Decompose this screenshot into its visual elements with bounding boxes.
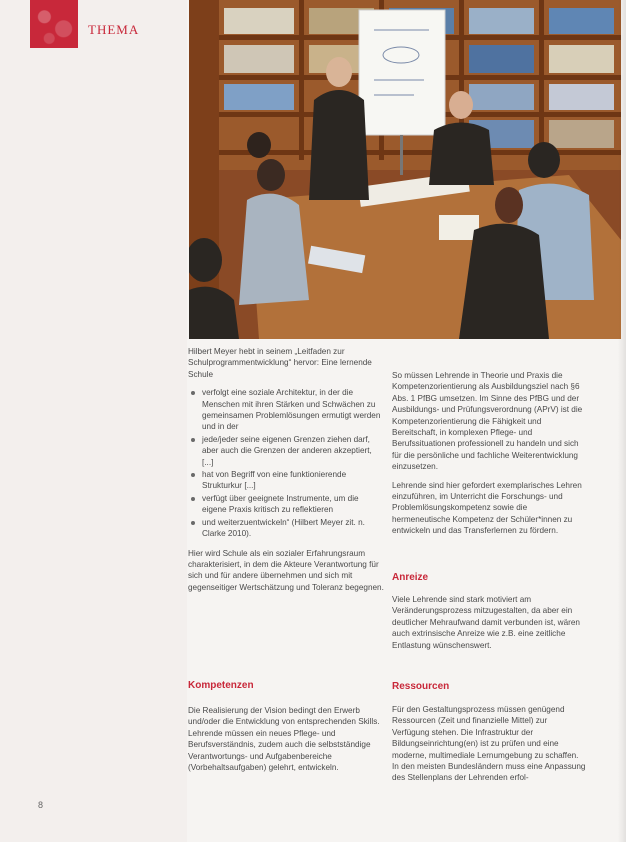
- anreize-column: [392, 594, 586, 658]
- page-number: 8: [38, 800, 44, 810]
- anreize-heading: Anreize: [392, 572, 429, 583]
- classroom-photo: [189, 0, 621, 339]
- bullet-item: hat von Begriff von eine funktionierende Strukturkur [...]: [202, 469, 384, 492]
- kompetenzen-paragraph: Die Realisierung der Vision bedingt den Erwerb und/oder die Entwicklung von entsprechenden Skills. Lehrende müssen ein neues Pflege- und Berufsverständnis, zudem auch die selbstständige Verantwortungs- und Aufgabenbereiche (Vorbehaltsaufgaben) gelehrt, entwickeln.: [188, 706, 380, 773]
- intro-paragraph: Hilbert Meyer hebt in seinem „Leitfaden zur Schulprogrammentwicklung“ hervor: Eine lernende Schule: [188, 347, 372, 379]
- intro-column: [188, 346, 384, 600]
- teaching-paragraph: Lehrende sind hier gefordert exemplarisches Lehren einzuführen, im Unterricht die Forschungs- und Problemlösungskompetenz sowie die hermeneutische Kompetenz der Schüler*innen zu entwickeln und das Transferlernen zu fördern.: [392, 480, 582, 536]
- bullet-item: verfolgt eine soziale Architektur, in der die Menschen mit ihren Stärken und Schwächen zu gemeinsamen Problemlösungen ermutigt werden und in der: [202, 387, 384, 433]
- ressourcen-column: [392, 704, 586, 791]
- logo-pattern: [30, 0, 78, 48]
- scan-edge-shadow: [618, 0, 626, 842]
- right-top-column: [392, 370, 586, 544]
- section-label: THEMA: [88, 22, 140, 37]
- kompetenzen-column: [188, 705, 384, 780]
- ressourcen-heading: Ressourcen: [392, 681, 450, 692]
- ressourcen-paragraph: Für den Gestaltungsprozess müssen genügend Ressourcen (Zeit und finanzielle Mittel) zur Verfügung stehen. Die Infrastruktur der Bildungseinrichtung(en) ist zu prüfen und eine moderne, multimediale Lernumgebung zu schaffen. In den meisten Bundesländern muss eine Anpassung des Stellenplans der Lehrenden erfol-: [392, 705, 586, 783]
- kompetenzen-heading: Kompetenzen: [188, 680, 254, 691]
- bullet-item: verfügt über geeignete Instrumente, um die eigene Praxis kritisch zu reflektieren: [202, 493, 384, 516]
- bullet-item: jede/jeder seine eigenen Grenzen ziehen darf, aber auch die Grenzen der anderen akzeptiert, [...]: [202, 434, 384, 468]
- competence-paragraph: So müssen Lehrende in Theorie und Praxis die Kompetenzorientierung als Ausbildungsziel nach §6 Abs. 1 PfBG umsetzen. Im Sinne des PfBG und der Ausbildungs- und Prüfungsverordnung (APrV) ist die Kompetenzorientierung die Fähigkeit und Bereitschaft, in komplexen Pflege- und Berufssituationen professionell zu handeln und sich für die persönliche und fachliche Weiterentwicklung einzusetzen.: [392, 371, 583, 472]
- classroom-photo-illustration: [189, 0, 621, 339]
- section-logo: [30, 0, 78, 48]
- anreize-paragraph: Viele Lehrende sind stark motiviert am Veränderungsprozess mitzugestalten, da aber ein deutlicher Mehraufwand damit verbunden ist, wären auch extrinsische Anreize wie z.B. eine zeitliche Entlastung wünschenswert.: [392, 595, 580, 650]
- intro-bullet-list: [188, 387, 384, 539]
- intro-closing-paragraph: Hier wird Schule als ein sozialer Erfahrungsraum charakterisiert, in dem die Akteure Verantwortung für sich und für andere übernehmen und sich mit gegenseitiger Wertschätzung und Toleranz begegnen.: [188, 548, 384, 592]
- bullet-item: und weiterzuentwickeln“ (Hilbert Meyer zit. n. Clarke 2010).: [202, 517, 384, 540]
- left-margin-strip: [0, 0, 187, 842]
